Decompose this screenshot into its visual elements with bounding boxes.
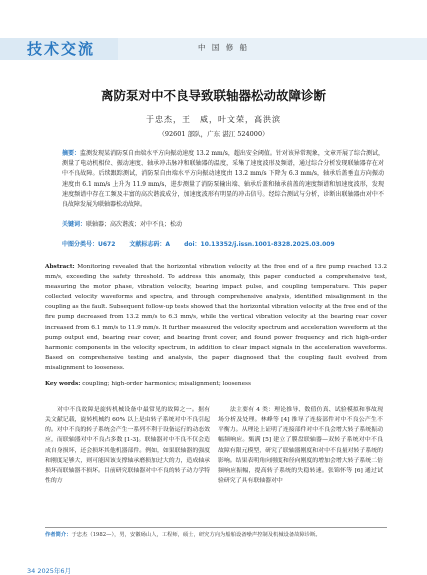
classification — [62, 239, 349, 248]
abstract-en — [45, 262, 387, 373]
abstract-cn-text: 监测发现某消防泵自由端水平方向振动速度 13.2 mm/s，超出安全阈值。针对该异常现象，文章开展了综合测试，测量了电动机相位、振动速度、轴承冲击脉冲和联轴器的温度，采集了速度波形及频谱，通过综合分析发现联轴器存在对中不良故障。后续跟踪测试，消防泵自由端水平方向振动速度由 13.2 mm/s 下降为 6.3 mm/s，轴承后盖垂直方向振动速度由 6.1 mm/s 上升为 11.9 mm/s，进步测量了消防泵输出端、轴承后盖和轴承前盖的速度频谱和加速度波形，发现速度频谱中存在工频及丰富的高次谐波成分，加速度波形有明显的冲击信号。经综合测试与分析，诊断出联轴器由对中不良故障发展为联轴器松动故障。 — [62, 150, 384, 209]
keywords-cn — [62, 220, 384, 230]
section-title: 技术交流 — [27, 40, 96, 58]
doc-code: 文献标志码：A — [129, 241, 171, 248]
keywords-cn-text: 联轴器；高次谐波；对中不良；松动 — [86, 221, 183, 228]
keywords-en-label: Key words: — [45, 381, 81, 387]
authors: 于忠杰，王 威，叶文荣，高洪滨 — [146, 115, 281, 124]
clc-number: 中图分类号：U672 — [62, 241, 116, 248]
abstract-en-text: Monitoring revealed that the horizontal vibration velocity at the free end of a fire pump reached 13.2 mm/s, exceeding the safety threshold. To address this anomaly, this paper conducted a comprehensive test, measuring the motor phase, vibration velocity, bearing impact pulse, and coupling temperature. This paper collected velocity waveforms and spectra, and through comprehensive analysis, identified misalignment in the coupling as the fault. Subsequent follow-up tests showed that the horizontal vibration velocity at the free end of the fire pump decreased from 13.2 mm/s to 6.3 mm/s, while the vertical vibration velocity at the bearing rear cover increased from 6.1 mm/s to 11.9 mm/s. It further measured the velocity spectrum and acceleration waveform at the pump output end, bearing rear cover, and bearing front cover, and found power frequency and rich high-order harmonic components in the velocity spectrum, in addition to clear impact signals in the acceleration waveforms. Based on comprehensive testing and analysis, the paper diagnosed that the coupling fault evolved from misalignment to looseness. — [45, 264, 388, 371]
section-header — [0, 38, 427, 60]
footnote-label: 作者简介： — [45, 532, 72, 538]
footnote-text: 于忠杰（1982—），男，安徽砀山人，工程师，硕士，研究方向为船舶设备噪声控制及机械设备故障诊断。 — [71, 532, 321, 538]
author-footnote — [45, 531, 387, 539]
keywords-en-text: coupling; high-order harmonics; misalignment; looseness — [82, 381, 251, 387]
doi: doi：10.13352/j.issn.1001-8328.2025.03.009 — [184, 241, 335, 248]
keywords-en — [45, 381, 387, 387]
abstract-en-label: Abstract: — [45, 264, 75, 270]
abstract-cn — [62, 149, 384, 210]
abstract-cn-label: 摘要： — [62, 150, 81, 157]
page-footer: 34 2025年6月 — [27, 567, 72, 575]
keywords-cn-label: 关键词： — [62, 221, 87, 228]
magazine-name: 中 国 修 船 — [198, 43, 250, 52]
article-title: 离防泵对中不良导致联轴器松动故障诊断 — [100, 88, 326, 103]
body-column-right: 法主要有 4 类：理论推导、数值仿真、试验模拟和事故现场分析及处理。林峰等 [4] 推导了连接部件对中不良公产生不平衡力。从理论上证明了连接部件对中不良会增大转子系统振动幅频响应。甄满 [5] 建立了膜盘联轴器—双转子系统对中不良故障有限元模型，研究了联轴器刚度和对中不良量对转子系统的影响。结果表明角向刚度和径向刚度的增加会增大转子系统二倍频响应振幅，提高转子系统的失稳转速。张锦怀等 [6] 通过试验研究了具有联轴器对中 — [218, 407, 383, 485]
body-column-left: 对中不良故障是旋转机械设备中最常见的故障之一。据有关文献记载，旋转机械约 60% 以上是由转子系统对中不良引起的。对中不良的转子系统会产生一系列不利于设备运行的动态效应，而联轴器对中不良占多数 [1-3]。联轴器对中不良不仅会造成自身损坏，还会损坏其他机器部件。例如，如果联轴器的强度和刚度足够大，则可能因该支撑轴承磨损加过大的力，造成轴承损坏而联轴器不损坏。目前研究联轴器对中不良的转子动力学特性的方 — [45, 407, 210, 485]
affiliation: （92601 部队，广东 湛江 524000） — [158, 130, 269, 138]
footnote-divider — [45, 527, 387, 528]
